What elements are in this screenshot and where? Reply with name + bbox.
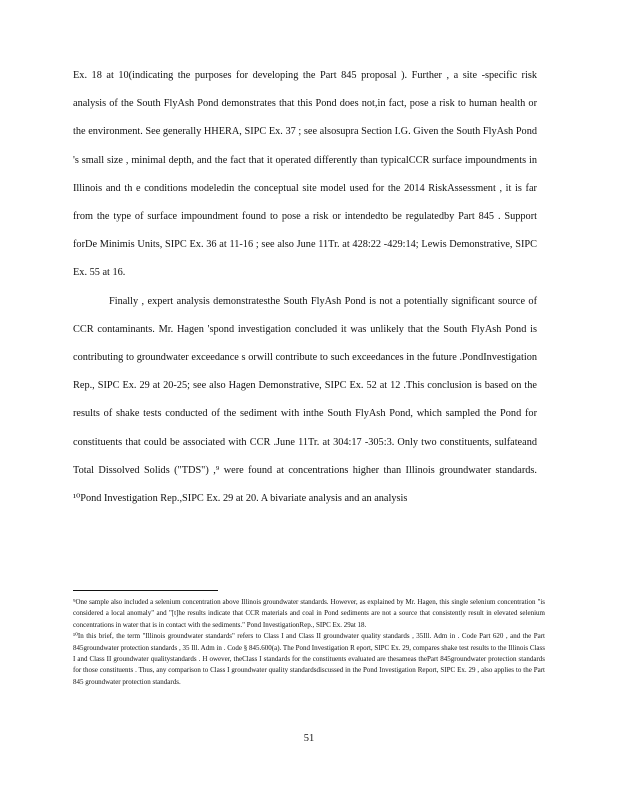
page-number: 51 bbox=[303, 733, 315, 744]
footnote-10: ¹⁰In this brief, the term "Illinois groundwater standards" refers to Class I and Class II groundwater quality standards , 35Ill. Adm in . Code Part 620 , and the Part 845groundwater protection standards , 35 Ill. Adm in . Code § 845.600(a). The Pond Investigation R eport, SIPC Ex. 29, compares shake test results to the Illinois Class I and Class II groundwater qualitystandards . H owever, theClass I standards for the constituents evaluated are thesameas thePart 845groundwater protection standards for those constituents . Thus, any comparison to Class I groundwater quality standardsdiscussed in the Pond Investigation Report, SIPC Ex. 29 , also applies to the Part 845 groundwater protection standards. bbox=[73, 632, 545, 686]
footnotes bbox=[73, 597, 545, 688]
footnote-9: ⁹One sample also included a selenium concentration above Illinois groundwater standards. However, as explained by Mr. Hagen, this single selenium concentration "is considered a local anomaly" and "[t]he results indicate that CCR materials and coal in Pond sediments are not a source that consistently result in elevated selenium concentrations in water that is in contact with the sediments." Pond InvestigationRep., SIPC Ex. 29at 18. bbox=[73, 598, 545, 629]
footnote-separator bbox=[73, 590, 218, 591]
body-text bbox=[73, 62, 537, 513]
body-paragraph-1: Ex. 18 at 10(indicating the purposes for developing the Part 845 proposal ). Further , a site -specific risk analysis of the South FlyAsh Pond demonstrates that this Pond does not,in fact, pose a risk to human health or the environment. See generally HHERA, SIPC Ex. 37 ; see alsosupra Section I.G. Given the South FlyAsh Pond 's small size , minimal depth, and the fact that it operated differently than typicalCCR surface impoundments in Illinois and th e conditions modeledin the conceptual site model used for the 2014 RiskAssessment , it is far from the type of surface impoundment found to pose a risk or intendedto be regulatedby Part 845 . Support forDe Minimis Units, SIPC Ex. 36 at 11‑16 ; see also June 11Tr. at 428:22 ‑429:14; Lewis Demonstrative, SIPC Ex. 55 at 16. bbox=[73, 70, 537, 279]
body-paragraph-2: Finally , expert analysis demonstratesthe South FlyAsh Pond is not a potentially significant source of CCR contaminants. Mr. Hagen 'spond investigation concluded it was unlikely that the South FlyAsh Pond is contributing to groundwater exceedance s orwill contribute to such exceedances in the future .PondInvestigation Rep., SIPC Ex. 29 at 20‑25; see also Hagen Demonstrative, SIPC Ex. 52 at 12 .This conclusion is based on the results of shake tests conducted of the sediment with inthe South FlyAsh Pond, which sampled the Pond for constituents that could be associated with CCR .June 11Tr. at 304:17 ‑305:3. Only two constituents, sulfateand Total Dissolved Solids ("TDS") ,⁹ were found at concentrations higher than Illinois groundwater standards. ¹⁰Pond Investigation Rep.,SIPC Ex. 29 at 20. A bivariate analysis and an analysis bbox=[73, 295, 537, 505]
